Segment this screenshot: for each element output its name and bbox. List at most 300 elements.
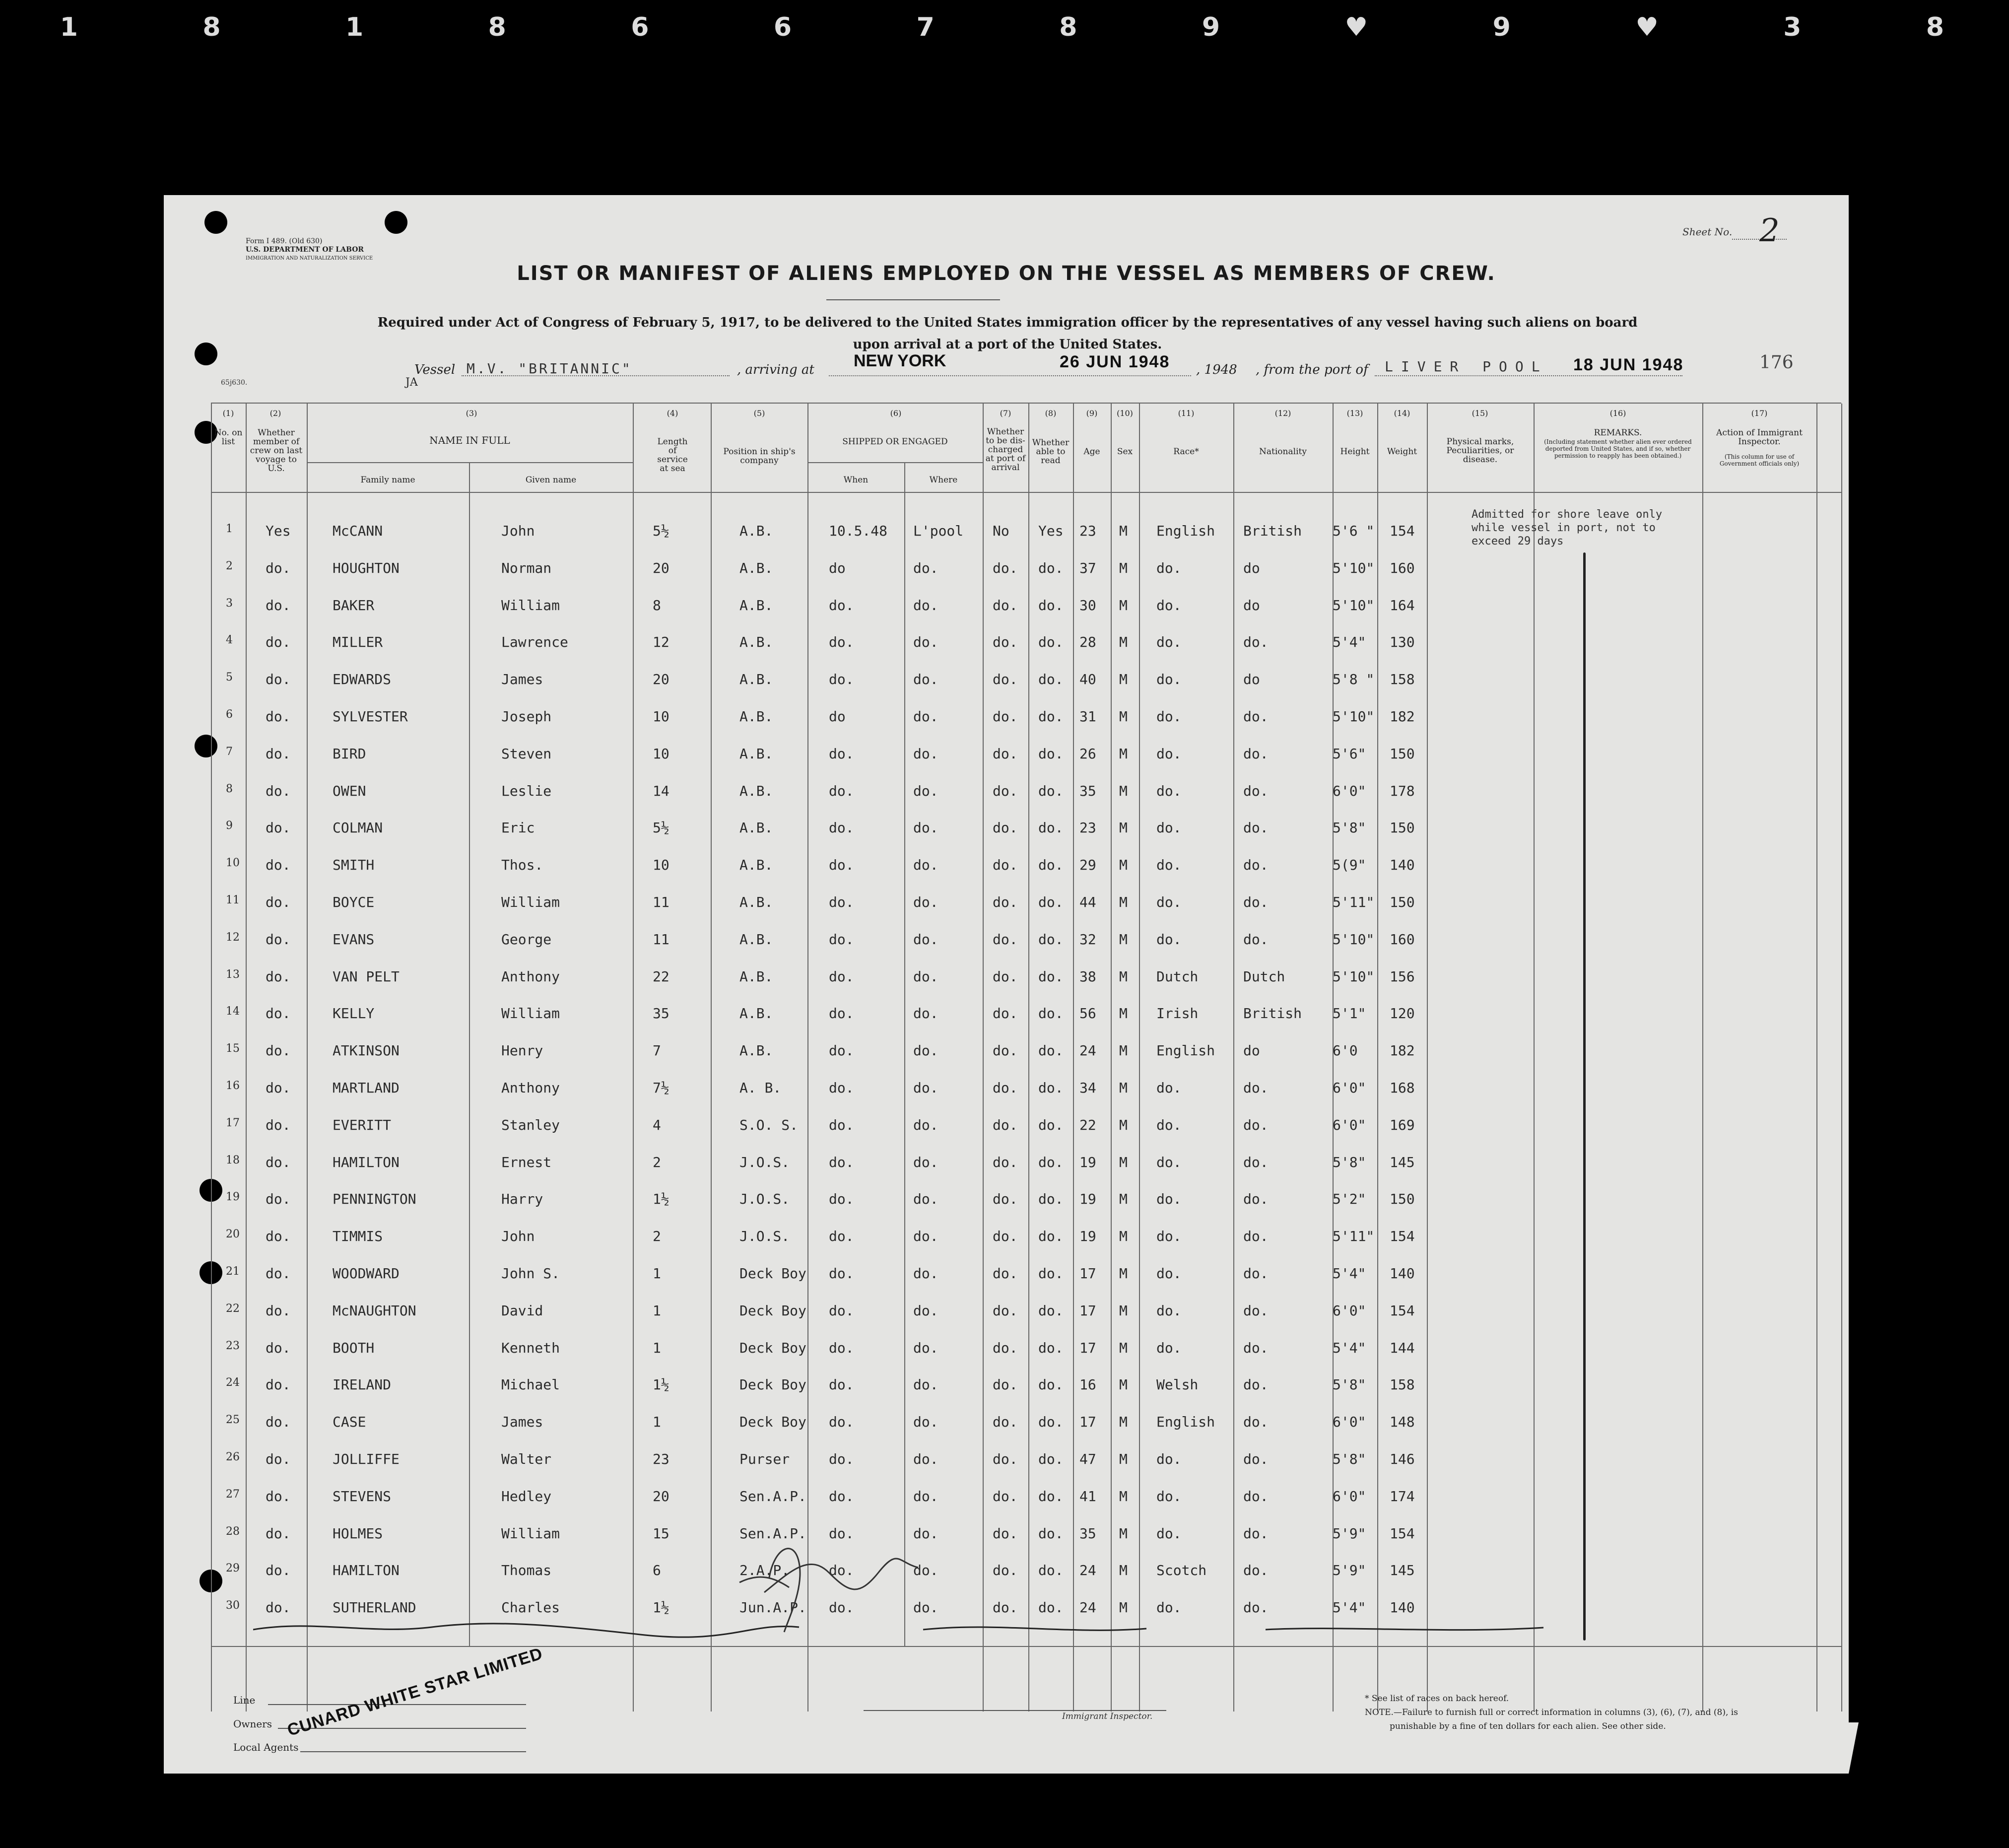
- arrival-date: 26 JUN 1948: [1060, 352, 1170, 371]
- cell-nationality: do.: [1243, 894, 1269, 910]
- cell-position: A.B.: [739, 1005, 773, 1022]
- col-header-inspector-action: Action of Immigrant Inspector.: [1716, 428, 1803, 447]
- col-header-when: When: [843, 475, 869, 485]
- cell-where: do.: [913, 1080, 938, 1096]
- cell-given: Joseph: [501, 708, 552, 725]
- cell-service: 1½: [653, 1599, 670, 1616]
- remark-line: exceed 29 days: [1472, 535, 1564, 548]
- cell-nationality: do.: [1243, 1488, 1269, 1505]
- cell-race: do.: [1156, 1080, 1182, 1096]
- agent-stamp: CUNARD WHITE STAR LIMITED: [285, 1644, 545, 1740]
- cell-read: do.: [1038, 1599, 1064, 1616]
- cell-read: do.: [1038, 820, 1064, 836]
- cell-where: do.: [913, 597, 938, 614]
- cell-weight: 146: [1390, 1451, 1415, 1467]
- cell-height: 5'4": [1333, 1265, 1366, 1282]
- cell-sex: M: [1119, 1525, 1128, 1542]
- cell-position: A.B.: [739, 894, 773, 910]
- cell-sex: M: [1119, 597, 1128, 614]
- cell-when: do.: [829, 1339, 854, 1356]
- cell-no: 24: [226, 1376, 240, 1389]
- cell-read: do.: [1038, 1116, 1064, 1133]
- col-number: (7): [1000, 409, 1011, 418]
- col-number: (4): [667, 409, 678, 418]
- cell-prev: do.: [266, 1414, 291, 1431]
- col-header-position: Position in ship's company: [723, 447, 796, 466]
- cell-no: 18: [226, 1154, 240, 1166]
- cell-age: 35: [1079, 1525, 1096, 1542]
- cell-weight: 130: [1390, 634, 1415, 651]
- cell-given: William: [501, 1525, 560, 1542]
- cell-nationality: do.: [1243, 708, 1269, 725]
- owners-label: Owners: [233, 1718, 272, 1730]
- cell-height: 5'4": [1333, 1599, 1366, 1616]
- cell-read: do.: [1038, 1302, 1064, 1319]
- cell-service: 11: [653, 894, 670, 910]
- cell-discharge: do.: [993, 1228, 1018, 1245]
- cell-when: do.: [829, 1302, 854, 1319]
- cell-when: do.: [829, 857, 854, 874]
- sheet-number: 2: [1759, 212, 1780, 249]
- cell-race: do.: [1156, 1451, 1182, 1467]
- cell-given: Harry: [501, 1191, 543, 1208]
- cell-height: 5'1": [1333, 1005, 1366, 1022]
- col-number: (3): [466, 409, 477, 418]
- cell-prev: do.: [266, 1562, 291, 1579]
- cell-position: A.B.: [739, 820, 773, 836]
- cell-age: 24: [1079, 1042, 1096, 1059]
- cell-prev: do.: [266, 1080, 291, 1096]
- voyage-line: [164, 351, 1849, 389]
- cell-discharge: do.: [993, 597, 1018, 614]
- cell-read: do.: [1038, 1525, 1064, 1542]
- departure-port: LIVER POOL: [1385, 358, 1548, 375]
- cell-given: John: [501, 523, 535, 539]
- cell-age: 41: [1079, 1488, 1096, 1505]
- cell-nationality: do.: [1243, 1228, 1269, 1245]
- col-number: (5): [753, 409, 765, 418]
- cell-family: SUTHERLAND: [333, 1599, 416, 1616]
- cell-service: 1½: [653, 1191, 670, 1208]
- cell-where: do.: [913, 559, 938, 576]
- cell-age: 17: [1079, 1265, 1096, 1282]
- cell-weight: 158: [1390, 1376, 1415, 1393]
- remark-line: while vessel in port, not to: [1472, 522, 1656, 534]
- cell-where: do.: [913, 894, 938, 910]
- cell-race: do.: [1156, 857, 1182, 874]
- cell-discharge: No: [993, 523, 1009, 539]
- cell-when: do.: [829, 1265, 854, 1282]
- film-marking: 8: [488, 12, 511, 42]
- cell-family: McNAUGHTON: [333, 1302, 416, 1319]
- cell-discharge: do.: [993, 1080, 1018, 1096]
- crew-row: [164, 1037, 1849, 1074]
- cell-race: English: [1156, 1042, 1215, 1059]
- cell-race: do.: [1156, 1191, 1182, 1208]
- col-header-family-name: Family name: [360, 475, 415, 485]
- crew-row: [164, 1371, 1849, 1408]
- cell-given: James: [501, 671, 543, 688]
- cell-where: do.: [913, 708, 938, 725]
- cell-height: 6'0": [1333, 782, 1366, 799]
- cell-weight: 158: [1390, 671, 1415, 688]
- cell-prev: Yes: [266, 523, 291, 539]
- cell-age: 29: [1079, 857, 1096, 874]
- cell-position: A. B.: [739, 1080, 782, 1096]
- cell-service: 20: [653, 559, 670, 576]
- cell-read: do.: [1038, 931, 1064, 948]
- punch-hole: [385, 211, 407, 234]
- cell-height: 5(9": [1333, 857, 1366, 874]
- cell-race: do.: [1156, 1116, 1182, 1133]
- crew-row: [164, 555, 1849, 592]
- crew-row: [164, 1149, 1849, 1186]
- cell-position: A.B.: [739, 634, 773, 651]
- crew-row: [164, 1000, 1849, 1037]
- cell-where: do.: [913, 820, 938, 836]
- title-rule: [826, 299, 1000, 300]
- cell-race: do.: [1156, 1339, 1182, 1356]
- cell-height: 5'8": [1333, 1376, 1366, 1393]
- cell-age: 28: [1079, 634, 1096, 651]
- cell-when: 10.5.48: [829, 523, 888, 539]
- cell-service: 23: [653, 1451, 670, 1467]
- cell-service: 7: [653, 1042, 661, 1059]
- departure-dotline: [1375, 375, 1682, 376]
- cell-weight: 150: [1390, 1191, 1415, 1208]
- cell-sex: M: [1119, 1005, 1128, 1022]
- cell-where: do.: [913, 671, 938, 688]
- cell-service: 11: [653, 931, 670, 948]
- crew-row: [164, 703, 1849, 740]
- cell-given: William: [501, 894, 560, 910]
- cell-service: 10: [653, 745, 670, 762]
- cell-given: Ernest: [501, 1154, 552, 1170]
- cell-discharge: do.: [993, 1302, 1018, 1319]
- closing-line: [253, 1615, 1653, 1654]
- cell-position: 2.A.P.: [739, 1562, 790, 1579]
- table-top-rule: [211, 403, 1841, 404]
- cell-age: 35: [1079, 782, 1096, 799]
- cell-prev: do.: [266, 1525, 291, 1542]
- cell-weight: 154: [1390, 1302, 1415, 1319]
- cell-read: do.: [1038, 1154, 1064, 1170]
- col-header-previous-voyage: Whether member of crew on last voyage to U.S.: [250, 428, 303, 474]
- cell-discharge: do.: [993, 1154, 1018, 1170]
- cell-age: 56: [1079, 1005, 1096, 1022]
- cell-nationality: do.: [1243, 745, 1269, 762]
- cell-service: 8: [653, 597, 661, 614]
- col-number: (17): [1751, 409, 1768, 418]
- cell-when: do.: [829, 1414, 854, 1431]
- subtitle-line: upon arrival at a port of the United States.: [853, 337, 1162, 352]
- cell-discharge: do.: [993, 1116, 1018, 1133]
- cell-read: do.: [1038, 1005, 1064, 1022]
- cell-nationality: do.: [1243, 1116, 1269, 1133]
- crew-row: [164, 1260, 1849, 1297]
- cell-age: 40: [1079, 671, 1096, 688]
- cell-where: do.: [913, 857, 938, 874]
- penalty-note: NOTE.—Failure to furnish full or correct information in columns (3), (6), (7), and (8), is: [1365, 1708, 1738, 1717]
- cell-prev: do.: [266, 857, 291, 874]
- cell-family: SYLVESTER: [333, 708, 408, 725]
- cell-prev: do.: [266, 1302, 291, 1319]
- cell-given: Walter: [501, 1451, 552, 1467]
- cell-sex: M: [1119, 1302, 1128, 1319]
- cell-height: 5'8 ": [1333, 671, 1375, 688]
- cell-height: 5'6 ": [1333, 523, 1375, 539]
- cell-nationality: do.: [1243, 1302, 1269, 1319]
- cell-prev: do.: [266, 1005, 291, 1022]
- cell-position: Jun.A.P.: [739, 1599, 806, 1616]
- cell-where: do.: [913, 1339, 938, 1356]
- cell-where: do.: [913, 1302, 938, 1319]
- vessel-name: M.V. "BRITANNIC": [467, 360, 632, 377]
- cell-weight: 145: [1390, 1562, 1415, 1579]
- cell-no: 11: [226, 894, 240, 906]
- crew-row: [164, 1520, 1849, 1557]
- crew-row: [164, 778, 1849, 815]
- cell-discharge: do.: [993, 1042, 1018, 1059]
- cell-position: A.B.: [739, 782, 773, 799]
- cell-read: Yes: [1038, 523, 1064, 539]
- line-label: Line: [233, 1694, 256, 1706]
- film-marking: 8: [1059, 12, 1082, 42]
- cell-no: 14: [226, 1005, 240, 1018]
- cell-discharge: do.: [993, 745, 1018, 762]
- col-number: (6): [890, 409, 902, 418]
- cell-when: do.: [829, 1191, 854, 1208]
- cell-sex: M: [1119, 1042, 1128, 1059]
- cell-family: OWEN: [333, 782, 366, 799]
- cell-discharge: do.: [993, 1414, 1018, 1431]
- cell-race: do.: [1156, 671, 1182, 688]
- cell-family: JOLLIFFE: [333, 1451, 400, 1467]
- cell-race: do.: [1156, 820, 1182, 836]
- cell-no: 17: [226, 1116, 240, 1129]
- document-subtitle: [328, 312, 1687, 355]
- cell-nationality: Dutch: [1243, 968, 1285, 985]
- col-header-race: Race*: [1173, 447, 1199, 457]
- crew-row: [164, 1112, 1849, 1149]
- cell-where: do.: [913, 782, 938, 799]
- subheader-rule: [807, 462, 983, 463]
- cell-no: 27: [226, 1488, 240, 1501]
- film-marking: 7: [916, 12, 939, 42]
- cell-when: do.: [829, 1599, 854, 1616]
- col-number: (15): [1472, 409, 1488, 418]
- cell-family: MILLER: [333, 634, 383, 651]
- cell-no: 15: [226, 1042, 240, 1055]
- cell-discharge: do.: [993, 559, 1018, 576]
- cell-weight: 150: [1390, 745, 1415, 762]
- cell-sex: M: [1119, 894, 1128, 910]
- arrival-dotline: [829, 375, 1191, 376]
- inspector-signature-line: [864, 1710, 1166, 1711]
- col-header-service: Length of service at sea: [657, 437, 688, 474]
- ditto-line: [1583, 552, 1586, 1641]
- cell-where: do.: [913, 1562, 938, 1579]
- cell-weight: 154: [1390, 523, 1415, 539]
- cell-service: 1: [653, 1302, 661, 1319]
- cell-service: 1: [653, 1265, 661, 1282]
- cell-given: Henry: [501, 1042, 543, 1059]
- crew-row: [164, 1557, 1849, 1594]
- arriving-port: NEW YORK: [854, 351, 946, 370]
- cell-sex: M: [1119, 1191, 1128, 1208]
- col-header-sex: Sex: [1117, 447, 1133, 457]
- cell-nationality: do.: [1243, 857, 1269, 874]
- cell-family: HAMILTON: [333, 1562, 400, 1579]
- cell-age: 38: [1079, 968, 1096, 985]
- cell-given: Stanley: [501, 1116, 560, 1133]
- cell-weight: 140: [1390, 857, 1415, 874]
- cell-position: J.O.S.: [739, 1191, 790, 1208]
- cell-race: Scotch: [1156, 1562, 1207, 1579]
- cell-nationality: do.: [1243, 1265, 1269, 1282]
- cell-position: A.B.: [739, 708, 773, 725]
- cell-family: ATKINSON: [333, 1042, 400, 1059]
- cell-race: do.: [1156, 1302, 1182, 1319]
- cell-age: 23: [1079, 523, 1096, 539]
- cell-when: do.: [829, 1376, 854, 1393]
- cell-no: 9: [226, 820, 233, 832]
- cell-sex: M: [1119, 1414, 1128, 1431]
- cell-discharge: do.: [993, 820, 1018, 836]
- col-number: (8): [1045, 409, 1057, 418]
- cell-where: do.: [913, 1042, 938, 1059]
- cell-no: 12: [226, 931, 240, 944]
- cell-race: do.: [1156, 782, 1182, 799]
- cell-given: Thos.: [501, 857, 543, 874]
- cell-no: 28: [226, 1525, 240, 1538]
- col-number: (13): [1346, 409, 1363, 418]
- crew-row: [164, 1075, 1849, 1111]
- cell-nationality: do: [1243, 671, 1260, 688]
- cell-read: do.: [1038, 1376, 1064, 1393]
- cell-where: do.: [913, 1599, 938, 1616]
- cell-where: do.: [913, 634, 938, 651]
- cell-when: do: [829, 708, 846, 725]
- cell-weight: 144: [1390, 1339, 1415, 1356]
- cell-height: 5'10": [1333, 559, 1375, 576]
- cell-height: 6'0": [1333, 1488, 1366, 1505]
- col-header-discharge: Whether to be dis- charged at port of arrival: [985, 427, 1026, 473]
- cell-family: EVANS: [333, 931, 375, 948]
- cell-nationality: do: [1243, 1042, 1260, 1059]
- cell-race: do.: [1156, 708, 1182, 725]
- cell-no: 6: [226, 708, 233, 721]
- races-note: * See list of races on back hereof.: [1365, 1694, 1509, 1704]
- cell-when: do.: [829, 1451, 854, 1467]
- cell-when: do.: [829, 968, 854, 985]
- cell-height: 5'11": [1333, 894, 1375, 910]
- cell-prev: do.: [266, 671, 291, 688]
- service-name: IMMIGRATION AND NATURALIZATION SERVICE: [246, 256, 373, 261]
- col-number: (10): [1117, 409, 1133, 418]
- remarks-text: [1472, 508, 1725, 548]
- cell-nationality: do: [1243, 597, 1260, 614]
- col-header-shipped: SHIPPED OR ENGAGED: [842, 437, 948, 447]
- cell-service: 22: [653, 968, 670, 985]
- cell-family: COLMAN: [333, 820, 383, 836]
- cell-position: A.B.: [739, 931, 773, 948]
- cell-weight: 120: [1390, 1005, 1415, 1022]
- crew-row: [164, 666, 1849, 703]
- crew-row: [164, 815, 1849, 851]
- cell-family: HOLMES: [333, 1525, 383, 1542]
- cell-where: do.: [913, 1005, 938, 1022]
- cell-discharge: do.: [993, 1562, 1018, 1579]
- cell-no: 13: [226, 968, 240, 981]
- cell-family: EVERITT: [333, 1116, 392, 1133]
- cell-discharge: do.: [993, 1005, 1018, 1022]
- cell-family: EDWARDS: [333, 671, 392, 688]
- cell-age: 17: [1079, 1302, 1096, 1319]
- cell-given: William: [501, 597, 560, 614]
- departure-date: 18 JUN 1948: [1573, 355, 1684, 374]
- cell-prev: do.: [266, 708, 291, 725]
- cell-read: do.: [1038, 782, 1064, 799]
- cell-prev: do.: [266, 820, 291, 836]
- cell-service: 10: [653, 857, 670, 874]
- cell-position: Deck Boy: [739, 1339, 806, 1356]
- cell-read: do.: [1038, 968, 1064, 985]
- film-marking: 8: [1926, 12, 1949, 42]
- cell-weight: 140: [1390, 1599, 1415, 1616]
- cell-no: 25: [226, 1414, 240, 1427]
- cell-age: 22: [1079, 1116, 1096, 1133]
- remark-line: Admitted for shore leave only: [1472, 508, 1663, 521]
- cell-weight: 178: [1390, 782, 1415, 799]
- cell-family: TIMMIS: [333, 1228, 383, 1245]
- col-header-weight: Weight: [1387, 447, 1417, 457]
- cell-when: do.: [829, 634, 854, 651]
- cell-weight: 154: [1390, 1525, 1415, 1542]
- cell-age: 19: [1079, 1191, 1096, 1208]
- cell-weight: 169: [1390, 1116, 1415, 1133]
- cell-service: 1: [653, 1339, 661, 1356]
- punch-hole: [204, 211, 227, 234]
- cell-service: 5½: [653, 523, 670, 539]
- cell-age: 24: [1079, 1562, 1096, 1579]
- crew-row: [164, 741, 1849, 777]
- cell-age: 16: [1079, 1376, 1096, 1393]
- cell-prev: do.: [266, 1488, 291, 1505]
- footer-notes: [1365, 1692, 1738, 1733]
- cell-race: do.: [1156, 559, 1182, 576]
- document-title: LIST OR MANIFEST OF ALIENS EMPLOYED ON THE VESSEL AS MEMBERS OF CREW.: [517, 262, 1496, 285]
- cell-nationality: do.: [1243, 1191, 1269, 1208]
- film-marking: 1: [345, 12, 369, 42]
- crew-row: [164, 1409, 1849, 1445]
- cell-race: do.: [1156, 1154, 1182, 1170]
- cell-position: A.B.: [739, 559, 773, 576]
- cell-nationality: do.: [1243, 634, 1269, 651]
- cell-discharge: do.: [993, 1339, 1018, 1356]
- cell-prev: do.: [266, 597, 291, 614]
- cell-service: 2: [653, 1228, 661, 1245]
- cell-position: A.B.: [739, 523, 773, 539]
- cell-no: 16: [226, 1080, 240, 1092]
- cell-given: Norman: [501, 559, 552, 576]
- cell-read: do.: [1038, 1265, 1064, 1282]
- cell-height: 5'4": [1333, 1339, 1366, 1356]
- cell-read: do.: [1038, 745, 1064, 762]
- cell-read: do.: [1038, 1080, 1064, 1096]
- cell-service: 20: [653, 1488, 670, 1505]
- cell-when: do.: [829, 1488, 854, 1505]
